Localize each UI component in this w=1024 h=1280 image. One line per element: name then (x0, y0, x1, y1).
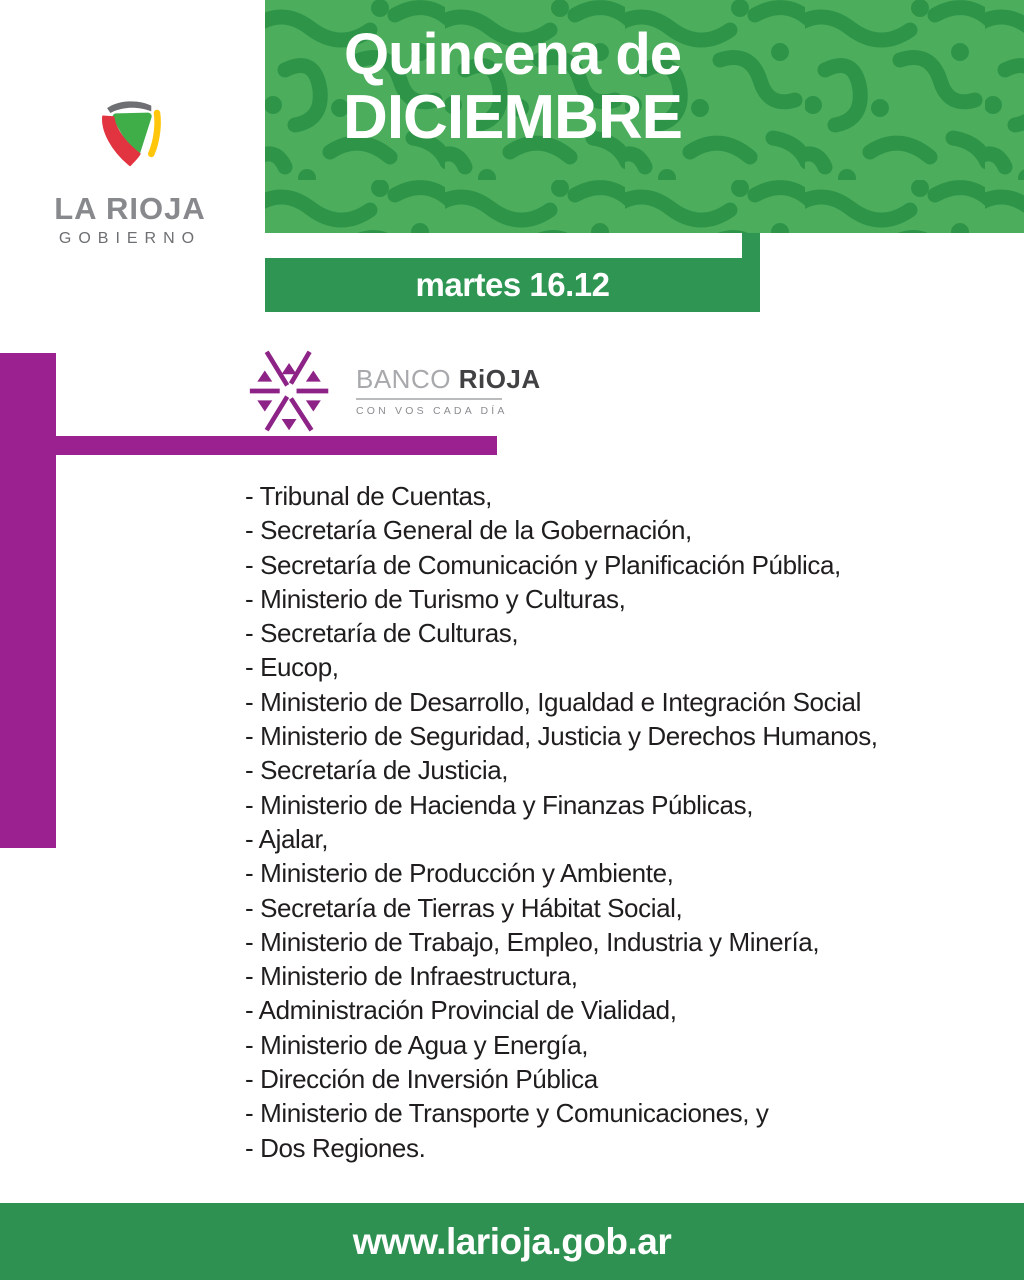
bank-divider-rule (356, 398, 502, 400)
bank-name (356, 363, 541, 394)
list-item: - Secretaría de Tierras y Hábitat Social, (245, 892, 683, 923)
banco-rioja-wordmark (356, 363, 541, 417)
list-item: - Secretaría de Justicia, (245, 755, 509, 786)
header-banner (265, 0, 1024, 233)
bank-name-light: BANCO (356, 363, 451, 394)
list-item: - Tribunal de Cuentas, (245, 481, 493, 511)
la-rioja-emblem-icon (89, 95, 171, 185)
list-item: - Dirección de Inversión Pública (245, 1064, 598, 1095)
list-item: - Ajalar, (245, 823, 329, 854)
purple-horizontal-bar (56, 436, 497, 455)
list-item: - Secretaría de Culturas, (245, 618, 519, 649)
list-item: - Ministerio de Producción y Ambiente, (245, 858, 674, 889)
list-item: - Ministerio de Agua y Energía, (245, 1029, 589, 1060)
list-item: - Administración Provincial de Vialidad, (245, 995, 677, 1026)
list-item: - Secretaría General de la Gobernación, (245, 515, 692, 546)
list-item: - Ministerio de Infraestructura, (245, 961, 578, 992)
list-item: - Ministerio de Turismo y Culturas, (245, 583, 626, 614)
date-bar (265, 258, 760, 312)
date-label: martes 16.12 (415, 266, 610, 303)
banco-rioja-snowflake-icon (248, 344, 332, 438)
gov-logo-name: LA RIOJA (54, 191, 206, 226)
list-item: - Secretaría de Comunicación y Planificación Pública, (245, 549, 841, 580)
list-item: - Ministerio de Desarrollo, Igualdad e Integración Social (245, 686, 861, 717)
banco-rioja-logo (248, 344, 541, 438)
list-item: - Eucop, (245, 652, 339, 683)
list-item: - Ministerio de Transporte y Comunicaciones, y (245, 1098, 769, 1129)
la-rioja-gov-logo (30, 95, 230, 248)
footer-url: www.larioja.gob.ar (352, 1220, 672, 1262)
title-line-2: DICIEMBRE (343, 83, 682, 152)
list-item: - Ministerio de Hacienda y Finanzas Públicas, (245, 789, 754, 820)
page-title (265, 22, 760, 206)
gov-logo-subtitle: GOBIERNO (58, 229, 202, 247)
list-item: - Dos Regiones. (245, 1132, 426, 1163)
footer-bar (0, 1203, 1024, 1280)
purple-vertical-bar (0, 353, 56, 848)
header-date-connector (742, 233, 760, 258)
entities-list (245, 479, 965, 1165)
title-line-1: Quincena de (343, 22, 682, 87)
list-item: - Ministerio de Seguridad, Justicia y Derechos Humanos, (245, 721, 878, 752)
bank-tagline: CON VOS CADA DÍA (356, 404, 508, 417)
bank-name-bold: RiOJA (458, 363, 541, 394)
list-item: - Ministerio de Trabajo, Empleo, Industria y Minería, (245, 926, 820, 957)
